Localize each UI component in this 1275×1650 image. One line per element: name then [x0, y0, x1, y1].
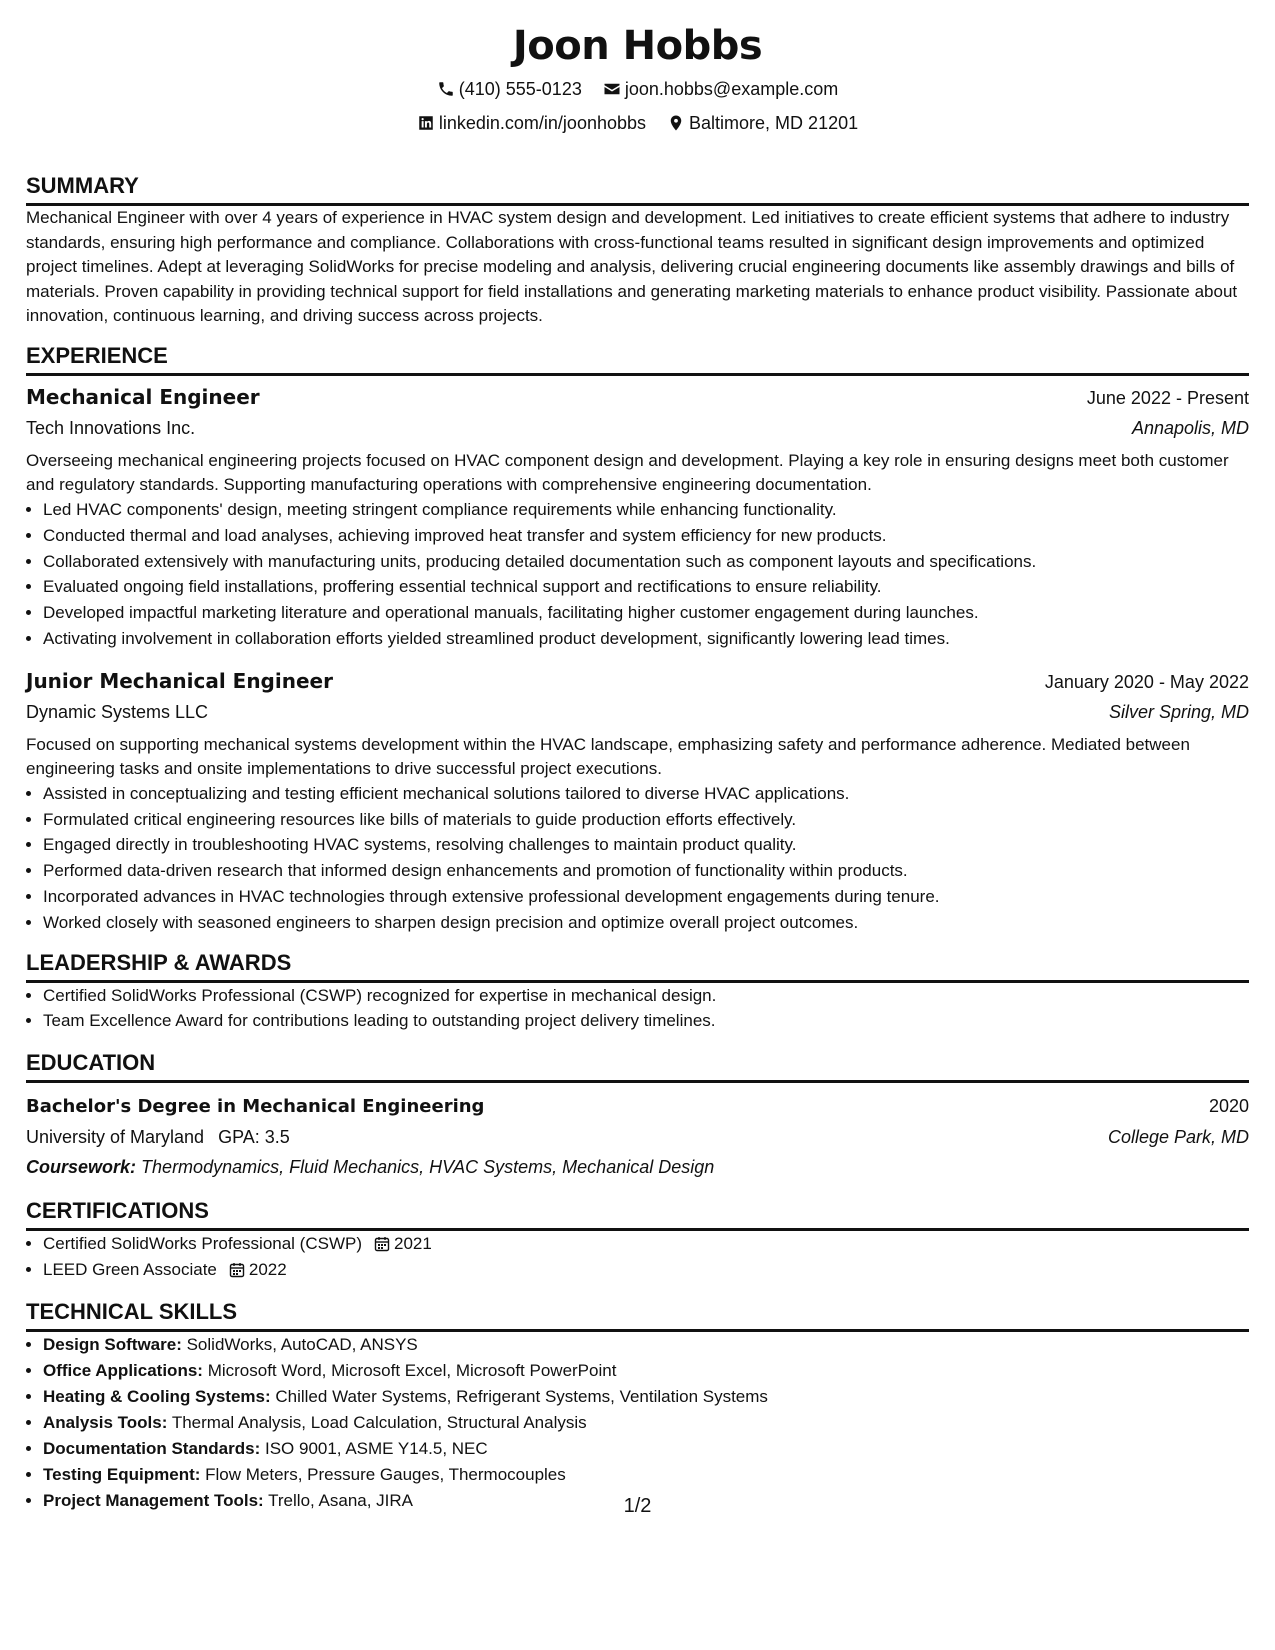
contact-location	[667, 112, 858, 134]
list-item	[43, 1436, 1249, 1462]
skill-label: Heating & Cooling Systems:	[43, 1387, 271, 1407]
page-number: 1/2	[623, 1495, 652, 1517]
education-degree-row	[26, 1091, 1249, 1122]
list-item	[43, 1410, 1249, 1436]
skill-value: ISO 9001, ASME Y14.5, NEC	[264, 1439, 488, 1459]
list-item	[43, 1462, 1249, 1488]
cert-name: • Certified SolidWorks Professional (CSWP)	[43, 1234, 362, 1254]
job-title: Junior Mechanical Engineer	[26, 668, 333, 693]
job-header-row	[26, 382, 1249, 413]
candidate-name: Joon Hobbs	[512, 23, 763, 69]
job-dates: January 2020 - May 2022	[1044, 671, 1249, 692]
job-description: Focused on supporting mechanical systems development within the HVAC landscape, emphasizing safety and performance adherence. Mediated between engineering tasks and onsite implementations to drive successful project executions.	[26, 734, 1190, 778]
list-item	[43, 1332, 1249, 1358]
linkedin-icon	[417, 114, 435, 132]
list-item	[43, 1384, 1249, 1410]
contact-linkedin[interactable]	[417, 112, 646, 134]
section-title-summary: SUMMARY	[26, 173, 1249, 206]
skill-label: Design Software:	[43, 1335, 182, 1355]
cert-year: 2021	[394, 1234, 432, 1254]
degree-title: Bachelor's Degree in Mechanical Engineering	[26, 1096, 485, 1118]
school-location: College Park, MD	[1107, 1127, 1249, 1148]
job-location: Annapolis, MD	[1131, 417, 1249, 438]
contact-row-primary	[26, 78, 1249, 103]
job-company: Tech Innovations Inc.	[26, 417, 196, 438]
education-school-row	[26, 1122, 1249, 1152]
job-company-row	[26, 413, 1249, 443]
list-item: • Activating involvement in collaboration efforts yielded streamlined product development, significantly lowering lead times.	[43, 626, 1249, 652]
phone-icon	[437, 80, 455, 98]
list-item	[43, 1257, 1249, 1283]
email-text: joon.hobbs@example.com	[624, 79, 839, 99]
degree-year: 2020	[1208, 1096, 1249, 1117]
job-bullets	[26, 497, 1249, 652]
skill-label: Analysis Tools:	[43, 1413, 168, 1433]
list-item: • Engaged directly in troubleshooting HVAC systems, resolving challenges to maintain product quality.	[43, 832, 1249, 858]
section-title-certifications: CERTIFICATIONS	[26, 1198, 1249, 1231]
skill-value: Chilled Water Systems, Refrigerant Systems, Ventilation Systems	[275, 1387, 768, 1407]
coursework	[26, 1152, 1249, 1182]
skill-label: Testing Equipment:	[43, 1465, 201, 1485]
section-title-experience: EXPERIENCE	[26, 343, 1249, 376]
gpa: GPA: 3.5	[218, 1127, 290, 1148]
coursework-list: Thermodynamics, Fluid Mechanics, HVAC Systems, Mechanical Design	[141, 1157, 715, 1178]
job-location: Silver Spring, MD	[1108, 701, 1249, 722]
job-bullets	[26, 781, 1249, 936]
cert-entry	[43, 1257, 287, 1283]
job-entry	[26, 666, 1249, 936]
skill-label: Office Applications:	[43, 1361, 203, 1381]
calendar-icon	[229, 1262, 245, 1278]
list-item: • Certified SolidWorks Professional (CSWP) recognized for expertise in mechanical design.	[43, 983, 1249, 1009]
cert-name: • LEED Green Associate	[43, 1260, 217, 1280]
coursework-label: Coursework:	[26, 1157, 137, 1178]
school-name: University of Maryland	[26, 1127, 205, 1148]
envelope-icon	[603, 80, 621, 98]
list-item: • Team Excellence Award for contributions leading to outstanding project delivery timelines.	[43, 1008, 1249, 1034]
list-item: • Performed data-driven research that informed design enhancements and promotion of functionality within products.	[43, 858, 1249, 884]
job-description: Overseeing mechanical engineering projects focused on HVAC component design and development. Playing a key role in ensuring designs meet both customer and regulatory standards. Supporting manufacturing operations with comprehensive engineering documentation.	[26, 450, 1229, 494]
certifications-section	[26, 1198, 1249, 1283]
experience-section	[26, 343, 1249, 936]
skill-value: Flow Meters, Pressure Gauges, Thermocouples	[205, 1465, 566, 1485]
list-item: • Conducted thermal and load analyses, achieving improved heat transfer and system efficiency for new products.	[43, 523, 1249, 549]
list-item: • Incorporated advances in HVAC technologies through extensive professional development engagements during tenure.	[43, 884, 1249, 910]
list-item: • Evaluated ongoing field installations, proffering essential technical support and rectifications to ensure reliability.	[43, 574, 1249, 600]
skill-label: Documentation Standards:	[43, 1439, 261, 1459]
map-pin-icon	[667, 114, 685, 132]
leadership-section	[26, 950, 1249, 1035]
list-item	[43, 1358, 1249, 1384]
summary-section	[26, 173, 1249, 329]
skill-value: Microsoft Word, Microsoft Excel, Microsoft PowerPoint	[207, 1361, 617, 1381]
skill-label: Project Management Tools:	[43, 1491, 264, 1511]
section-title-leadership: LEADERSHIP & AWARDS	[26, 950, 1249, 983]
calendar-icon	[374, 1236, 390, 1252]
job-company: Dynamic Systems LLC	[26, 701, 209, 722]
list-item: • Worked closely with seasoned engineers to sharpen design precision and optimize overall project outcomes.	[43, 910, 1249, 936]
skills-section	[26, 1299, 1249, 1514]
certifications-list	[26, 1231, 1249, 1283]
contact-email[interactable]	[603, 78, 838, 100]
job-title: Mechanical Engineer	[26, 384, 260, 409]
summary-text: Mechanical Engineer with over 4 years of experience in HVAC system design and development. Led initiatives to create efficient systems that adhere to industry standards, ensuring high performance and compliance. Collaborations with cross-functional teams resulted in significant design improvements and optimized project timelines. Adept at leveraging SolidWorks for precise modeling and analysis, delivering crucial engineering documents like assembly drawings and bills of materials. Proven capability in providing technical support for field installations and generating marketing materials to enhance product visibility. Passionate about innovation, continuous learning, and driving success across projects.	[26, 208, 1238, 326]
job-dates: June 2022 - Present	[1086, 387, 1249, 408]
job-header-row	[26, 666, 1249, 697]
contact-row-secondary	[26, 112, 1249, 137]
phone-text: (410) 555-0123	[458, 79, 582, 99]
linkedin-text: linkedin.com/in/joonhobbs	[438, 113, 647, 133]
cert-entry	[43, 1231, 432, 1257]
skill-value: Trello, Asana, JIRA	[268, 1491, 414, 1511]
list-item: • Assisted in conceptualizing and testing efficient mechanical solutions tailored to diverse HVAC applications.	[43, 781, 1249, 807]
list-item	[43, 1231, 1249, 1257]
list-item: • Led HVAC components' design, meeting stringent compliance requirements while enhancing functionality.	[43, 497, 1249, 523]
list-item: • Developed impactful marketing literature and operational manuals, facilitating higher customer engagement during launches.	[43, 600, 1249, 626]
school-line	[26, 1122, 290, 1152]
skill-value: SolidWorks, AutoCAD, ANSYS	[186, 1335, 418, 1355]
skills-list	[26, 1332, 1249, 1514]
contact-phone[interactable]	[437, 78, 582, 100]
list-item: • Formulated critical engineering resources like bills of materials to guide production efforts effectively.	[43, 807, 1249, 833]
list-item: • Collaborated extensively with manufacturing units, producing detailed documentation such as component layouts and specifications.	[43, 549, 1249, 575]
section-title-skills: TECHNICAL SKILLS	[26, 1299, 1249, 1332]
job-company-row	[26, 697, 1249, 727]
cert-year: 2022	[248, 1260, 287, 1280]
section-title-education: EDUCATION	[26, 1050, 1249, 1083]
job-entry	[26, 382, 1249, 652]
education-section	[26, 1050, 1249, 1182]
skill-value: Thermal Analysis, Load Calculation, Structural Analysis	[171, 1413, 587, 1433]
leadership-list	[26, 983, 1249, 1035]
location-text: Baltimore, MD 21201	[689, 113, 859, 133]
